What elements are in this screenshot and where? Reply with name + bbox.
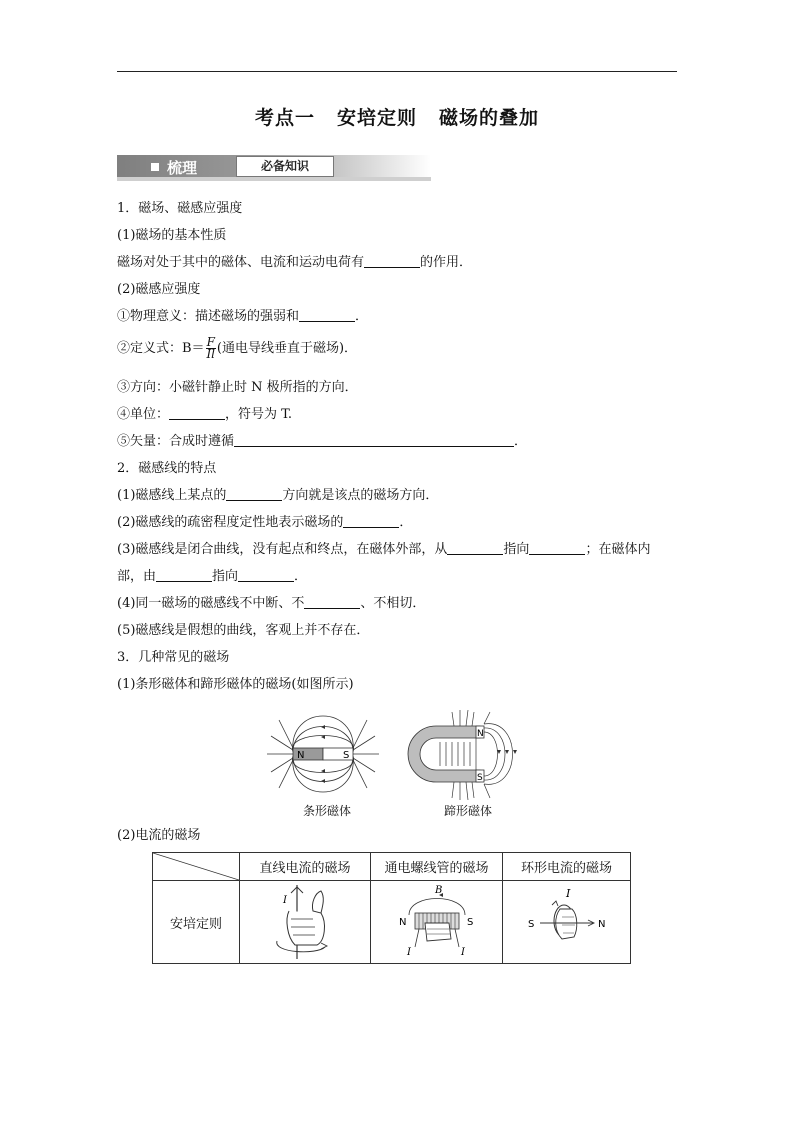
item-direction: ③方向：小磁针静止时 N 极所指的方向．: [117, 380, 358, 395]
horseshoe-magnet-field-figure: [402, 708, 528, 802]
bar-s-label: S: [343, 750, 350, 761]
blank: [343, 514, 399, 528]
n-label: N: [398, 917, 406, 928]
banner-box-label: 必备知识: [236, 156, 334, 177]
horseshoe-n-label: N: [477, 729, 484, 739]
blank: [156, 568, 212, 582]
blank: [234, 433, 514, 447]
section-banner: [117, 155, 431, 181]
item-3-2: (2)电流的磁场: [117, 828, 201, 843]
blank: [226, 487, 282, 501]
subheading-1-1: (1)磁场的基本性质: [117, 228, 227, 243]
table-row-label: 安培定则: [153, 881, 240, 964]
item-unit: [117, 406, 292, 424]
blank: [447, 541, 503, 555]
text: ．: [355, 309, 369, 324]
text: ；在磁体内: [585, 542, 651, 557]
table-header-row: [153, 853, 631, 881]
current-i-label: I: [565, 887, 570, 900]
item-2-2: [117, 514, 412, 532]
current-i-label: I: [283, 895, 287, 906]
header-rule: [117, 71, 677, 72]
paragraph-basic-property: [117, 254, 472, 272]
text: ⑤矢量：合成时遵循: [117, 434, 235, 449]
horseshoe-magnet-caption: 蹄形磁体: [444, 804, 493, 818]
text: ①物理意义：描述磁场的强弱和: [117, 309, 300, 324]
page-title: [0, 103, 794, 130]
current-i-label: I: [406, 947, 411, 958]
text: 、不相切．: [360, 596, 426, 611]
text: ②定义式：B＝: [117, 341, 205, 356]
current-i-label: I: [460, 947, 465, 958]
text: (1)磁感线上某点的: [117, 488, 227, 503]
bar-n-label: N: [297, 750, 305, 761]
square-bullet-icon: [151, 163, 159, 171]
item-2-3: [117, 541, 650, 559]
item-2-4: [117, 595, 425, 613]
text: 部，由: [117, 569, 157, 584]
text: 方向就是该点的磁场方向．: [282, 488, 439, 503]
right-hand-straight-wire-icon: [265, 883, 345, 961]
fraction-F-over-Il: [206, 337, 216, 360]
text: ，符号为 T.: [225, 407, 293, 422]
item-2-3-cont: [117, 568, 307, 586]
heading-3: 3．几种常见的磁场: [117, 650, 230, 665]
blank: [364, 254, 420, 268]
item-vector: [117, 433, 527, 451]
blank: [169, 406, 225, 420]
item-physical-meaning: [117, 308, 368, 326]
table-corner-cell: [153, 853, 240, 881]
fraction-denominator: Il: [206, 347, 216, 361]
text: 指向: [503, 542, 530, 557]
table-row: [153, 881, 631, 964]
bar-magnet-caption: 条形磁体: [303, 804, 352, 818]
item-2-1: [117, 487, 438, 505]
blank: [299, 308, 355, 322]
solenoid-cell: [371, 881, 503, 964]
title-part-1: 考点一: [254, 107, 315, 129]
blank: [304, 595, 360, 609]
blank: [238, 568, 294, 582]
table-header: 环形电流的磁场: [503, 853, 631, 881]
s-label: S: [527, 919, 534, 930]
loop-current-cell: [503, 881, 631, 964]
heading-1: 1．磁场、磁感应强度: [117, 201, 243, 216]
banner-label: 梳理: [167, 159, 198, 177]
s-label: S: [466, 917, 473, 928]
fraction-numerator: F: [206, 335, 215, 349]
right-hand-loop-current-icon: [522, 883, 612, 961]
table-header: 通电螺线管的磁场: [371, 853, 503, 881]
text: 的作用．: [420, 255, 473, 270]
text: ④单位：: [117, 407, 170, 422]
title-part-2: 安培定则: [336, 107, 417, 129]
text: (2)磁感线的疏密程度定性地表示磁场的: [117, 515, 344, 530]
text: (通电导线垂直于磁场)．: [216, 341, 358, 356]
text: (3)磁感线是闭合曲线，没有起点和终点，在磁体外部，从: [117, 542, 448, 557]
straight-current-cell: [240, 881, 371, 964]
text: 指向: [212, 569, 239, 584]
blank: [529, 541, 585, 555]
table-header: 直线电流的磁场: [240, 853, 371, 881]
text: ．: [514, 434, 528, 449]
right-hand-solenoid-icon: [389, 883, 485, 961]
text: (4)同一磁场的磁感线不中断、不: [117, 596, 305, 611]
text: 磁场对处于其中的磁体、电流和运动电荷有: [117, 255, 365, 270]
banner-stripe: [117, 177, 431, 181]
item-3-1: (1)条形磁体和蹄形磁体的磁场(如图所示): [117, 677, 354, 692]
b-label: B: [434, 885, 442, 896]
diagonal-line: [153, 853, 239, 880]
bar-magnet-field-figure: [263, 712, 383, 798]
heading-2: 2．磁感线的特点: [117, 461, 217, 476]
n-label: N: [597, 919, 605, 930]
horseshoe-s-label: S: [477, 773, 483, 783]
item-definition: [117, 337, 357, 360]
item-2-5: (5)磁感线是假想的曲线，客观上并不存在．: [117, 623, 370, 638]
title-part-3: 磁场的叠加: [439, 107, 540, 129]
subheading-1-2: (2)磁感应强度: [117, 282, 201, 297]
text: ．: [399, 515, 413, 530]
ampere-rule-table: [152, 852, 631, 964]
text: ．: [294, 569, 308, 584]
